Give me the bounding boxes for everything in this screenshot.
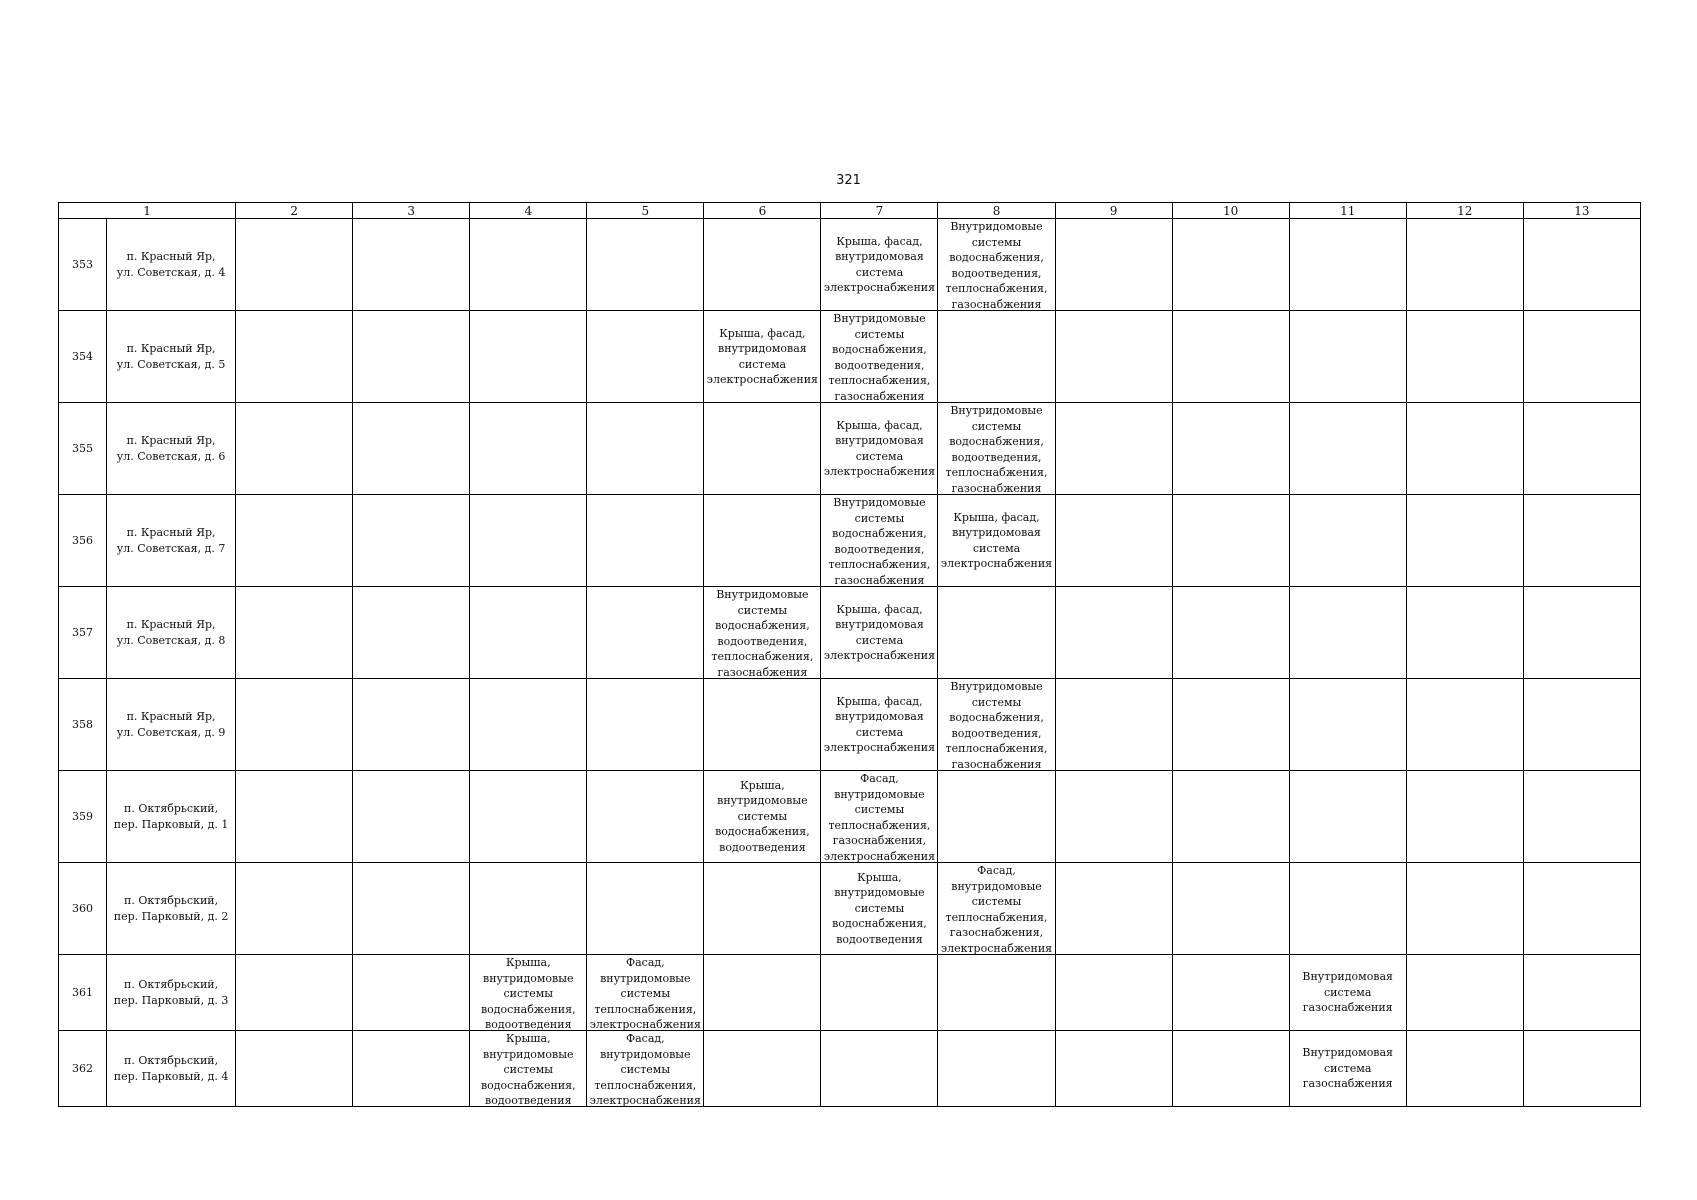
cell-col-2 — [236, 679, 353, 771]
cell-text: Внутридомовая система газоснабжения — [1302, 1046, 1394, 1091]
column-header-8: 8 — [938, 203, 1055, 219]
cell-col-11 — [1289, 219, 1406, 311]
cell-col-7 — [821, 771, 938, 863]
cell-text: Крыша, фасад, внутридомовая система электроснабжения — [823, 418, 936, 478]
row-number: 353 — [59, 219, 107, 311]
cell-col-10 — [1172, 863, 1289, 955]
column-header-3: 3 — [353, 203, 470, 219]
cell-col-3 — [353, 863, 470, 955]
cell-col-13 — [1523, 1031, 1640, 1107]
table-row — [59, 679, 1641, 771]
cell-col-3 — [353, 955, 470, 1031]
cell-col-5 — [587, 311, 704, 403]
cell-col-10 — [1172, 587, 1289, 679]
cell-col-5 — [587, 495, 704, 587]
table-row — [59, 955, 1641, 1031]
cell-col-9 — [1055, 771, 1172, 863]
row-address: п. Октябрьский, пер. Парковый, д. 2 — [107, 863, 236, 955]
cell-text: Внутридомовые системы водоснабжения, водоотведения, теплоснабжения, газоснабжения — [945, 680, 1048, 770]
table-row — [59, 311, 1641, 403]
cell-text: Внутридомовая система газоснабжения — [1302, 970, 1394, 1015]
cell-col-7 — [821, 1031, 938, 1107]
cell-col-12 — [1406, 219, 1523, 311]
column-header-11: 11 — [1289, 203, 1406, 219]
cell-col-3 — [353, 495, 470, 587]
cell-col-2 — [236, 955, 353, 1031]
cell-col-3 — [353, 771, 470, 863]
cell-col-7 — [821, 495, 938, 587]
cell-col-3 — [353, 679, 470, 771]
cell-col-3 — [353, 311, 470, 403]
table-row — [59, 587, 1641, 679]
cell-col-8 — [938, 679, 1055, 771]
cell-col-5 — [587, 955, 704, 1031]
cell-col-8 — [938, 771, 1055, 863]
cell-text: Фасад, внутридомовые системы теплоснабжения, газоснабжения, электроснабжения — [823, 772, 936, 862]
cell-col-11 — [1289, 495, 1406, 587]
cell-col-7 — [821, 311, 938, 403]
cell-col-6 — [704, 495, 821, 587]
cell-col-12 — [1406, 1031, 1523, 1107]
row-number: 358 — [59, 679, 107, 771]
cell-text: Фасад, внутридомовые системы теплоснабжения, электроснабжения — [589, 1032, 701, 1106]
table-row — [59, 863, 1641, 955]
cell-text: Крыша, фасад, внутридомовая система электроснабжения — [823, 234, 936, 294]
cell-col-11 — [1289, 863, 1406, 955]
cell-col-6 — [704, 219, 821, 311]
cell-text: Крыша, внутридомовые системы водоснабжения, водоотведения — [715, 778, 810, 854]
cell-col-4 — [470, 679, 587, 771]
cell-text: Крыша, фасад, внутридомовая система электроснабжения — [823, 602, 936, 662]
cell-col-8 — [938, 863, 1055, 955]
column-header-1: 1 — [59, 203, 236, 219]
row-number: 354 — [59, 311, 107, 403]
row-address: п. Красный Яр, ул. Советская, д. 9 — [107, 679, 236, 771]
cell-col-6 — [704, 679, 821, 771]
row-address: п. Октябрьский, пер. Парковый, д. 4 — [107, 1031, 236, 1107]
row-address: п. Красный Яр, ул. Советская, д. 7 — [107, 495, 236, 587]
cell-col-6 — [704, 311, 821, 403]
cell-col-2 — [236, 587, 353, 679]
cell-col-5 — [587, 219, 704, 311]
cell-col-9 — [1055, 219, 1172, 311]
cell-col-2 — [236, 311, 353, 403]
cell-col-8 — [938, 403, 1055, 495]
cell-col-8 — [938, 955, 1055, 1031]
cell-col-4 — [470, 587, 587, 679]
cell-col-7 — [821, 679, 938, 771]
cell-col-13 — [1523, 495, 1640, 587]
row-number: 355 — [59, 403, 107, 495]
column-header-5: 5 — [587, 203, 704, 219]
cell-col-6 — [704, 1031, 821, 1107]
cell-col-2 — [236, 1031, 353, 1107]
cell-col-9 — [1055, 587, 1172, 679]
cell-col-13 — [1523, 955, 1640, 1031]
column-header-2: 2 — [236, 203, 353, 219]
cell-col-12 — [1406, 955, 1523, 1031]
column-header-9: 9 — [1055, 203, 1172, 219]
cell-col-4 — [470, 955, 587, 1031]
row-address: п. Октябрьский, пер. Парковый, д. 1 — [107, 771, 236, 863]
cell-col-10 — [1172, 311, 1289, 403]
cell-col-4 — [470, 1031, 587, 1107]
cell-col-11 — [1289, 1031, 1406, 1107]
cell-col-11 — [1289, 587, 1406, 679]
cell-text: Крыша, внутридомовые системы водоснабжения, водоотведения — [832, 870, 927, 946]
cell-text: Крыша, фасад, внутридомовая система электроснабжения — [940, 510, 1053, 570]
header-row — [59, 203, 1641, 219]
table-row — [59, 1031, 1641, 1107]
cell-col-13 — [1523, 219, 1640, 311]
cell-col-12 — [1406, 863, 1523, 955]
cell-text: Фасад, внутридомовые системы теплоснабжения, электроснабжения — [589, 956, 701, 1030]
row-number: 359 — [59, 771, 107, 863]
cell-col-7 — [821, 955, 938, 1031]
cell-col-13 — [1523, 771, 1640, 863]
column-header-7: 7 — [821, 203, 938, 219]
cell-col-6 — [704, 771, 821, 863]
row-number: 356 — [59, 495, 107, 587]
row-address: п. Красный Яр, ул. Советская, д. 8 — [107, 587, 236, 679]
cell-col-2 — [236, 495, 353, 587]
cell-col-6 — [704, 403, 821, 495]
cell-col-8 — [938, 219, 1055, 311]
cell-col-3 — [353, 219, 470, 311]
cell-col-12 — [1406, 679, 1523, 771]
cell-col-10 — [1172, 219, 1289, 311]
table-body — [59, 203, 1641, 1107]
cell-col-13 — [1523, 311, 1640, 403]
cell-col-11 — [1289, 955, 1406, 1031]
cell-col-4 — [470, 495, 587, 587]
cell-text: Крыша, внутридомовые системы водоснабжения, водоотведения — [480, 956, 576, 1030]
cell-col-10 — [1172, 679, 1289, 771]
cell-col-13 — [1523, 863, 1640, 955]
cell-col-4 — [470, 311, 587, 403]
cell-col-2 — [236, 403, 353, 495]
cell-text: Крыша, внутридомовые системы водоснабжения, водоотведения — [480, 1032, 576, 1106]
column-header-13: 13 — [1523, 203, 1640, 219]
table-row — [59, 219, 1641, 311]
cell-col-12 — [1406, 403, 1523, 495]
cell-col-8 — [938, 587, 1055, 679]
cell-col-11 — [1289, 771, 1406, 863]
table-row — [59, 403, 1641, 495]
cell-text: Фасад, внутридомовые системы теплоснабжения, газоснабжения, электроснабжения — [940, 864, 1053, 954]
table-row — [59, 771, 1641, 863]
cell-col-6 — [704, 955, 821, 1031]
cell-col-5 — [587, 771, 704, 863]
cell-col-3 — [353, 403, 470, 495]
cell-col-4 — [470, 771, 587, 863]
cell-col-10 — [1172, 955, 1289, 1031]
cell-col-7 — [821, 863, 938, 955]
cell-col-4 — [470, 403, 587, 495]
cell-col-6 — [704, 587, 821, 679]
cell-col-9 — [1055, 863, 1172, 955]
cell-col-9 — [1055, 955, 1172, 1031]
cell-col-10 — [1172, 771, 1289, 863]
row-number: 360 — [59, 863, 107, 955]
capital-repair-schedule-table — [58, 202, 1641, 1107]
cell-col-12 — [1406, 587, 1523, 679]
row-address: п. Октябрьский, пер. Парковый, д. 3 — [107, 955, 236, 1031]
cell-col-7 — [821, 587, 938, 679]
cell-col-13 — [1523, 679, 1640, 771]
cell-col-13 — [1523, 403, 1640, 495]
cell-col-10 — [1172, 495, 1289, 587]
cell-col-5 — [587, 403, 704, 495]
column-header-6: 6 — [704, 203, 821, 219]
cell-col-12 — [1406, 495, 1523, 587]
cell-col-11 — [1289, 311, 1406, 403]
cell-col-11 — [1289, 403, 1406, 495]
cell-col-8 — [938, 1031, 1055, 1107]
cell-col-9 — [1055, 1031, 1172, 1107]
cell-text: Внутридомовые системы водоснабжения, водоотведения, теплоснабжения, газоснабжения — [711, 588, 814, 678]
cell-col-2 — [236, 219, 353, 311]
cell-text: Внутридомовые системы водоснабжения, водоотведения, теплоснабжения, газоснабжения — [945, 220, 1048, 310]
cell-col-6 — [704, 863, 821, 955]
cell-col-9 — [1055, 495, 1172, 587]
cell-col-5 — [587, 679, 704, 771]
page-number: 321 — [836, 173, 861, 188]
row-address: п. Красный Яр, ул. Советская, д. 6 — [107, 403, 236, 495]
cell-col-10 — [1172, 403, 1289, 495]
cell-col-2 — [236, 771, 353, 863]
row-address: п. Красный Яр, ул. Советская, д. 4 — [107, 219, 236, 311]
cell-col-7 — [821, 403, 938, 495]
cell-col-12 — [1406, 311, 1523, 403]
cell-col-4 — [470, 863, 587, 955]
column-header-12: 12 — [1406, 203, 1523, 219]
cell-col-8 — [938, 311, 1055, 403]
row-address: п. Красный Яр, ул. Советская, д. 5 — [107, 311, 236, 403]
cell-text: Крыша, фасад, внутридомовая система электроснабжения — [706, 326, 818, 386]
cell-text: Внутридомовые системы водоснабжения, водоотведения, теплоснабжения, газоснабжения — [828, 496, 931, 586]
row-number: 362 — [59, 1031, 107, 1107]
column-header-10: 10 — [1172, 203, 1289, 219]
table-row — [59, 495, 1641, 587]
cell-text: Внутридомовые системы водоснабжения, водоотведения, теплоснабжения, газоснабжения — [945, 404, 1048, 494]
cell-col-12 — [1406, 771, 1523, 863]
cell-col-9 — [1055, 311, 1172, 403]
cell-col-5 — [587, 863, 704, 955]
cell-col-2 — [236, 863, 353, 955]
cell-col-3 — [353, 1031, 470, 1107]
cell-col-3 — [353, 587, 470, 679]
cell-col-9 — [1055, 679, 1172, 771]
row-number: 357 — [59, 587, 107, 679]
row-number: 361 — [59, 955, 107, 1031]
cell-col-10 — [1172, 1031, 1289, 1107]
cell-text: Крыша, фасад, внутридомовая система электроснабжения — [823, 694, 936, 754]
column-header-4: 4 — [470, 203, 587, 219]
cell-col-11 — [1289, 679, 1406, 771]
cell-col-13 — [1523, 587, 1640, 679]
cell-text: Внутридомовые системы водоснабжения, водоотведения, теплоснабжения, газоснабжения — [828, 312, 931, 402]
cell-col-7 — [821, 219, 938, 311]
cell-col-5 — [587, 587, 704, 679]
cell-col-4 — [470, 219, 587, 311]
cell-col-9 — [1055, 403, 1172, 495]
cell-col-8 — [938, 495, 1055, 587]
cell-col-5 — [587, 1031, 704, 1107]
